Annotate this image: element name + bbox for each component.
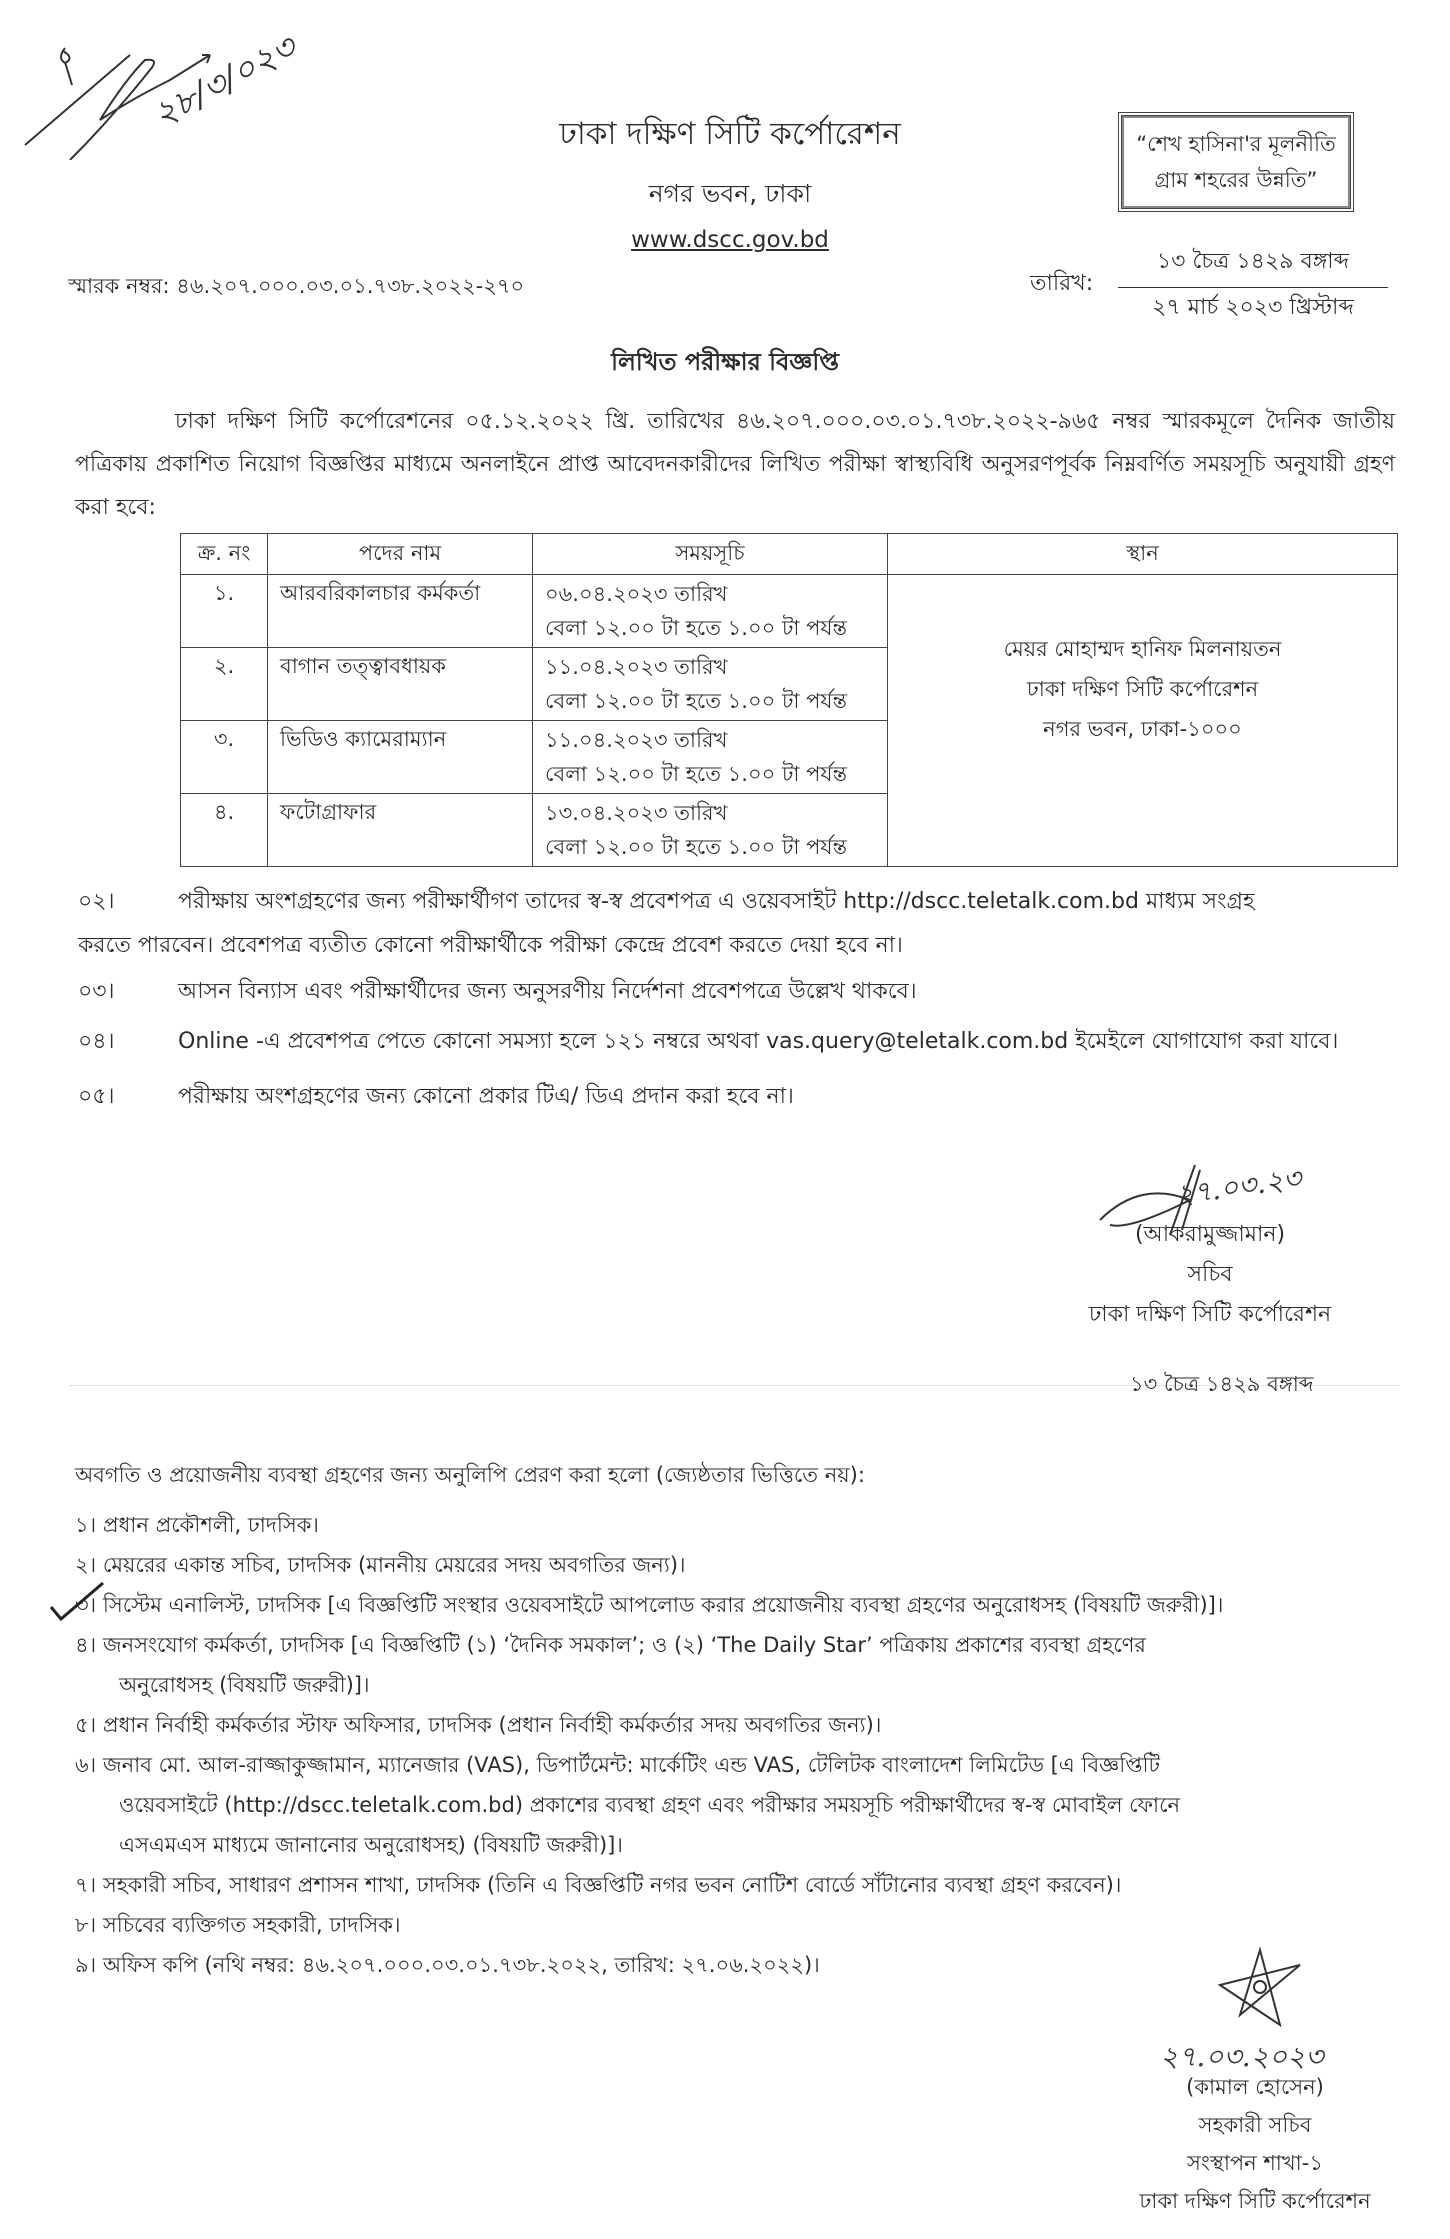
- copy-intro: অবগতি ও প্রয়োজনীয় ব্যবস্থা গ্রহণের জন্য অনুলিপি প্রেরণ করা হলো (জ্যেষ্ঠতার ভিত্তিতে নয়):: [75, 1463, 865, 1487]
- handwritten-date: ২৮/৩/০২৩: [146, 27, 303, 136]
- row-time: বেলা ১২.০০ টা হতে ১.০০ টা পর্যন্ত: [545, 689, 847, 713]
- organization-address: নগর ভবন, ঢাকা: [648, 179, 812, 208]
- row-time: বেলা ১২.০০ টা হতে ১.০০ টা পর্যন্ত: [545, 762, 847, 786]
- header-post: পদের নাম: [268, 534, 533, 575]
- signatory-2-branch: সংস্থাপন শাখা-১: [1187, 2151, 1323, 2175]
- point-text: পরীক্ষায় অংশগ্রহণের জন্য কোনো প্রকার টিএ/ ডিএ প্রদান করা হবে না।: [178, 1084, 794, 1109]
- motto-line-1: “শেখ হাসিনা'র মূলনীতি: [1136, 132, 1336, 156]
- signature-2-date: ২৭.০৩.২০২৩: [1160, 2040, 1324, 2073]
- venue-cell: [888, 575, 1398, 867]
- copy-item-number: ৬।: [75, 1753, 97, 1777]
- venue-line-1: মেয়র মোহাম্মদ হানিফ মিলনায়তন: [1003, 637, 1282, 661]
- header-venue: স্থান: [888, 534, 1398, 575]
- row-schedule: [533, 575, 888, 648]
- copy-item-text: জনাব মো. আল-রাজ্জাকুজ্জামান, ম্যানেজার (VAS), ডিপার্টমেন্ট: মার্কেটিং এন্ড VAS, টেলিটক বাংলাদেশ লিমিটেড [এ বিজ্ঞপ্তিটি: [102, 1753, 1160, 1777]
- table-header-row: [181, 534, 1398, 575]
- row-post: বাগান তত্ত্বাবধায়ক: [268, 648, 533, 721]
- row-serial: ১.: [181, 575, 268, 648]
- copy-item: [75, 1745, 1415, 1785]
- date-label: তারিখ:: [1030, 271, 1094, 296]
- point-number: ০৫।: [78, 1084, 115, 1109]
- copy-item: [75, 1545, 1415, 1585]
- row-date: ১৩.০৪.২০২৩ তারিখ: [545, 801, 728, 825]
- row-date: ১১.০৪.২০২৩ তারিখ: [545, 655, 728, 679]
- signatory-2-name: (কামাল হোসেন): [1186, 2075, 1324, 2099]
- copy-item-number: ৮।: [75, 1913, 97, 1937]
- copy-item-number: ৭।: [75, 1873, 97, 1897]
- copy-item: [75, 1625, 1415, 1665]
- copy-item-text: জনসংযোগ কর্মকর্তা, ঢাদসিক [এ বিজ্ঞপ্তিটি (১) ‘দৈনিক সমকাল’; ও (২) ‘The Daily Star’ পত্রিকায় প্রকাশের ব্যবস্থা গ্রহণের: [102, 1633, 1146, 1657]
- row-date: ১১.০৪.২০২৩ তারিখ: [545, 728, 728, 752]
- copy-item-number: ১।: [75, 1513, 97, 1537]
- signatory-1-designation: সচিব: [1187, 1262, 1233, 1287]
- notice-intro: ঢাকা দক্ষিণ সিটি কর্পোরেশনের ০৫.১২.২০২২ খ্রি. তারিখের ৪৬.২০৭.০০০.০৩.০১.৭৩৮.২০২২-৯৬৫ নম্বর স্মারকমূলে দৈনিক জাতীয় পত্রিকায় প্রকাশিত নিয়োগ বিজ্ঞপ্তির মাধ্যমে অনলাইনে প্রাপ্ত আবেদনকারীদের লিখিত পরীক্ষা স্বাস্থ্যবিধি অনুসরণপূর্বক নিম্নবর্ণিত সময়সূচি অনুযায়ী গ্রহণ করা হবে:: [75, 409, 1395, 520]
- row-time: বেলা ১২.০০ টা হতে ১.০০ টা পর্যন্ত: [545, 835, 847, 859]
- schedule-table: [180, 533, 1398, 867]
- point-text: Online -এ প্রবেশপত্র পেতে কোনো সমস্যা হলে ১২১ নম্বরে অথবা vas.query@teletalk.com.bd ইমেইলে যোগাযোগ করা যাবে।: [178, 1029, 1339, 1054]
- header-schedule: সময়সূচি: [533, 534, 888, 575]
- copy-item-number: ২।: [75, 1553, 97, 1577]
- signatory-1-organization: ঢাকা দক্ষিণ সিটি কর্পোরেশন: [1088, 1302, 1332, 1327]
- point-number: ০৪।: [78, 1029, 115, 1054]
- copy-item-number: ৯।: [75, 1953, 97, 1977]
- notice-title: লিখিত পরীক্ষার বিজ্ঞপ্তি: [611, 348, 839, 376]
- signatory-2-block: [1090, 2068, 1420, 2220]
- row-schedule: [533, 648, 888, 721]
- row-date: ০৬.০৪.২০২৩ তারিখ: [545, 582, 728, 606]
- signature-scrawl-icon: [1200, 1945, 1320, 2035]
- signature-1-date: ২৭.০৩.২৩: [1173, 1161, 1304, 1212]
- motto-line-2: গ্রাম শহরের উন্নতি”: [1154, 168, 1318, 192]
- point-number: ০২।: [78, 889, 115, 914]
- checkmark-icon: [47, 1579, 107, 1623]
- copy-item-number: ৪।: [75, 1633, 97, 1657]
- header-serial: ক্র. নং: [181, 534, 268, 575]
- copy-item-cont: এসএমএস মাধ্যমে জানানোর অনুরোধসহ) (বিষয়টি জরুরী)]।: [119, 1833, 623, 1857]
- website-link[interactable]: www.dscc.gov.bd: [631, 227, 829, 253]
- row-schedule: [533, 721, 888, 794]
- copy-item: [75, 1705, 1415, 1745]
- copy-item-number: ৩।: [75, 1593, 97, 1617]
- row-serial: ৩.: [181, 721, 268, 794]
- row-serial: ৪.: [181, 794, 268, 867]
- point-number: ০৩।: [78, 979, 115, 1004]
- copy-item-cont: ওয়েবসাইটে (http://dscc.teletalk.com.bd) প্রকাশের ব্যবস্থা গ্রহণ এবং পরীক্ষার সময়সূচি পরীক্ষার্থীদের স্ব-স্ব মোবাইল ফোনে: [119, 1793, 1181, 1817]
- motto-box: [1118, 112, 1354, 212]
- row-post: ফটোগ্রাফার: [268, 794, 533, 867]
- point-05: [78, 1075, 1408, 1119]
- signatory-2-designation: সহকারী সচিব: [1198, 2113, 1312, 2137]
- copy-item-text: সহকারী সচিব, সাধারণ প্রশাসন শাখা, ঢাদসিক (তিনি এ বিজ্ঞপ্তিটি নগর ভবন নোটিশ বোর্ডে সাঁটানোর ব্যবস্থা গ্রহণ করবেন)।: [102, 1873, 1122, 1897]
- copy-item-text: অফিস কপি (নথি নম্বর: ৪৬.২০৭.০০০.০৩.০১.৭৩৮.২০২২, তারিখ: ২৭.০৬.২০২২)।: [102, 1953, 820, 1977]
- point-text: পরীক্ষায় অংশগ্রহণের জন্য পরীক্ষার্থীগণ তাদের স্ব-স্ব প্রবেশপত্র এ ওয়েবসাইট http://dscc.teletalk.com.bd মাধ্যম সংগ্রহ: [178, 889, 1255, 914]
- letterhead: [470, 110, 990, 253]
- signatory-1-date: ১৩ চৈত্র ১৪২৯ বঙ্গাব্দ: [1130, 1372, 1314, 1396]
- copy-item-number: ৫।: [75, 1713, 97, 1737]
- copy-item-cont: অনুরোধসহ (বিষয়টি জরুরী)]।: [119, 1673, 370, 1697]
- copy-item: [75, 1865, 1415, 1905]
- memo-number: স্মারক নম্বর: ৪৬.২০৭.০০০.০৩.০১.৭৩৮.২০২২-২৭০: [68, 274, 525, 298]
- venue-line-3: নগর ভবন, ঢাকা-১০০০: [1043, 717, 1242, 741]
- copy-item-text: প্রধান প্রকৌশলী, ঢাদসিক।: [102, 1513, 319, 1537]
- copy-item-text: সচিবের ব্যক্তিগত সহকারী, ঢাদসিক।: [102, 1913, 401, 1937]
- point-02: [78, 880, 1408, 968]
- point-03: [78, 970, 1408, 1014]
- signatory-1-block: [1030, 1215, 1390, 1335]
- copy-list: [75, 1505, 1415, 1985]
- copy-item: [75, 1585, 1415, 1625]
- organization-name: ঢাকা দক্ষিণ সিটি কর্পোরেশন: [559, 116, 901, 152]
- signatory-1-name: (আকরামুজ্জামান): [1134, 1222, 1286, 1247]
- point-text-cont: করতে পারবেন। প্রবেশপত্র ব্যতীত কোনো পরীক্ষার্থীকে পরীক্ষা কেন্দ্রে প্রবেশ করতে দেয়া হবে না।: [78, 933, 903, 958]
- row-post: ভিডিও ক্যামেরাম্যান: [268, 721, 533, 794]
- signature-2: [1200, 1945, 1320, 2035]
- signatory-2-organization: ঢাকা দক্ষিণ সিটি কর্পোরেশন: [1139, 2189, 1371, 2213]
- venue-line-2: ঢাকা দক্ষিণ সিটি কর্পোরেশন: [1026, 677, 1259, 701]
- date-gregorian: ২৭ মার্চ ২০২৩ খ্রিস্টাব্দ: [1152, 295, 1354, 320]
- copy-item: [75, 1905, 1415, 1945]
- copy-item-text: সিস্টেম এনালিস্ট, ঢাদসিক [এ বিজ্ঞপ্তিটি সংস্থার ওয়েবসাইটে আপলোড করার প্রয়োজনীয় ব্যবস্থা গ্রহণের অনুরোধসহ (বিষয়টি জরুরী)]।: [102, 1593, 1224, 1617]
- point-text: আসন বিন্যাস এবং পরীক্ষার্থীদের জন্য অনুসরণীয় নির্দেশনা প্রবেশপত্রে উল্লেখ থাকবে।: [178, 979, 917, 1004]
- copy-item-text: প্রধান নির্বাহী কর্মকর্তার স্টাফ অফিসার, ঢাদসিক (প্রধান নির্বাহী কর্মকর্তার সদয় অবগতির জন্য)।: [102, 1713, 882, 1737]
- row-post: আরবরিকালচার কর্মকর্তা: [268, 575, 533, 648]
- date-bangla: ১৩ চৈত্র ১৪২৯ বঙ্গাব্দ: [1118, 244, 1388, 288]
- table-row: [181, 575, 1398, 648]
- point-04: [78, 1020, 1418, 1064]
- row-schedule: [533, 794, 888, 867]
- row-time: বেলা ১২.০০ টা হতে ১.০০ টা পর্যন্ত: [545, 616, 847, 640]
- copy-item-text: মেয়রের একান্ত সচিব, ঢাদসিক (মাননীয় মেয়রের সদয় অবগতির জন্য)।: [102, 1553, 686, 1577]
- copy-item: [75, 1505, 1415, 1545]
- row-serial: ২.: [181, 648, 268, 721]
